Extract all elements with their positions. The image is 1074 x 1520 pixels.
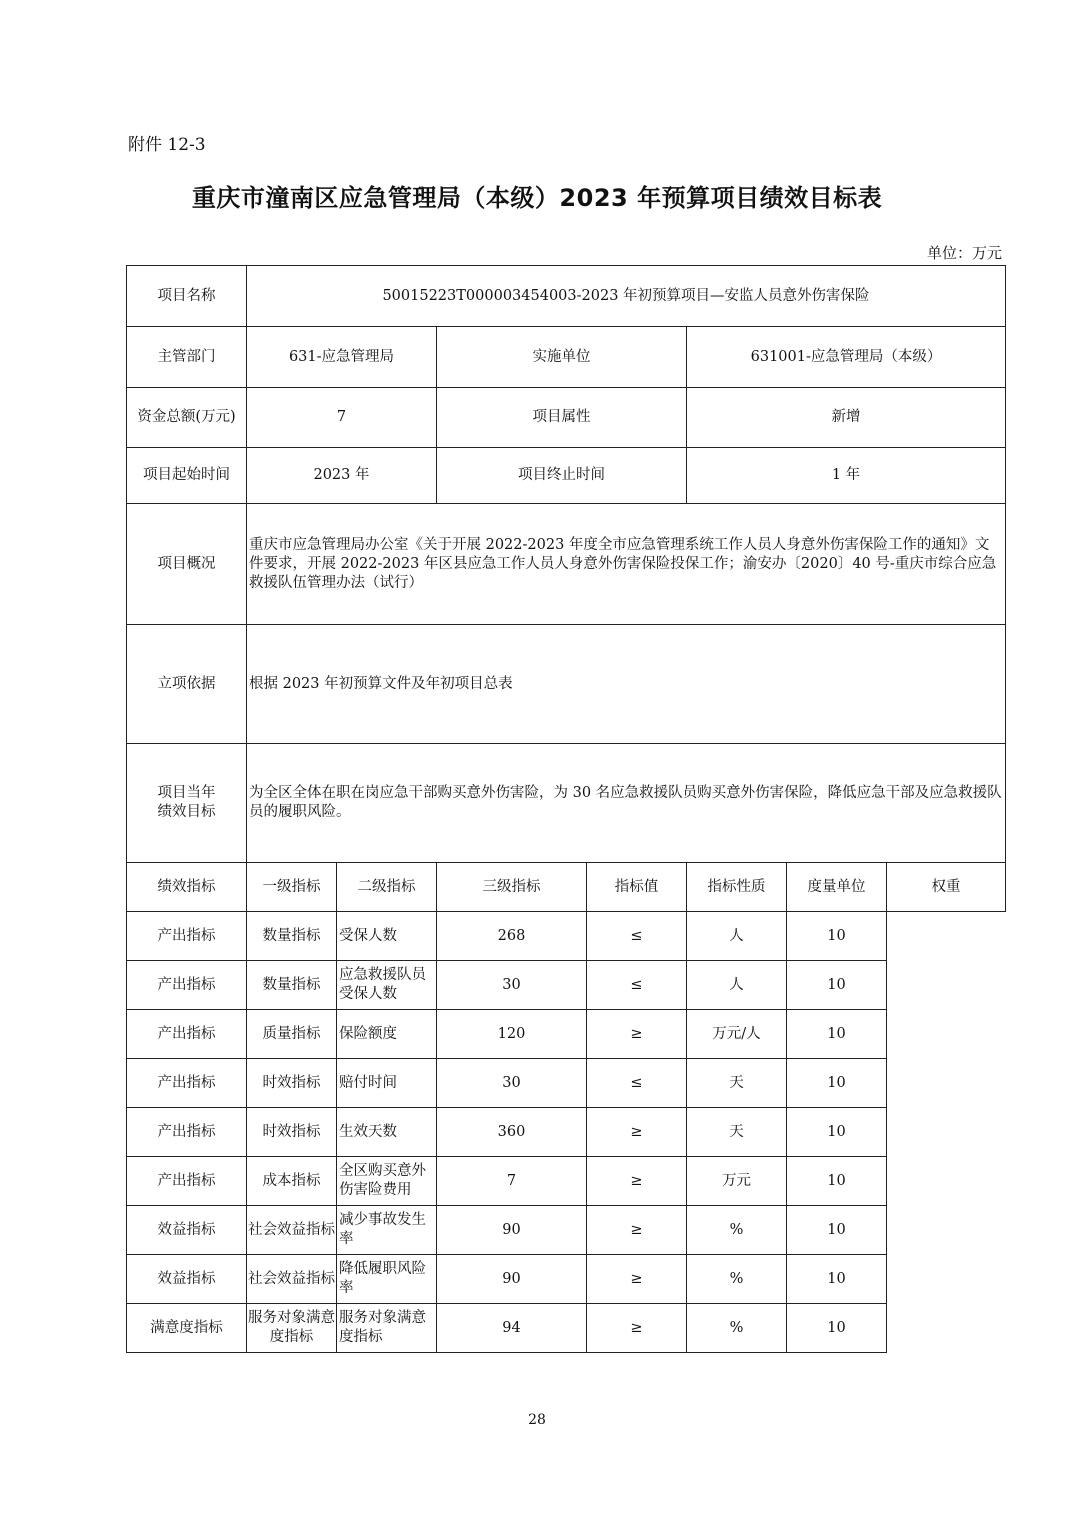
cell-level1: 产出指标 bbox=[127, 1059, 247, 1108]
project-name-label: 项目名称 bbox=[127, 266, 247, 327]
goal-label bbox=[127, 744, 247, 863]
cell-level1: 满意度指标 bbox=[127, 1304, 247, 1353]
unit-label: 单位：万元 bbox=[926, 244, 1002, 262]
cell-unit: % bbox=[687, 1304, 787, 1353]
cell-level1: 产出指标 bbox=[127, 1157, 247, 1206]
cell-value: 120 bbox=[437, 1010, 587, 1059]
header-nature: 指标性质 bbox=[687, 863, 787, 912]
cell-weight: 10 bbox=[787, 961, 887, 1010]
goal-label-line-1: 项目当年 bbox=[157, 785, 216, 801]
cell-weight: 10 bbox=[787, 1108, 887, 1157]
indicator-row bbox=[127, 1157, 1006, 1206]
cell-level3: 生效天数 bbox=[337, 1108, 437, 1157]
cell-level3: 服务对象满意度指标 bbox=[337, 1304, 437, 1353]
cell-level2: 服务对象满意度指标 bbox=[247, 1304, 337, 1353]
cell-weight: 10 bbox=[787, 912, 887, 961]
goal-label-line-2: 绩效目标 bbox=[157, 804, 216, 820]
cell-value: 30 bbox=[437, 961, 587, 1010]
cell-level1: 产出指标 bbox=[127, 912, 247, 961]
indicator-row bbox=[127, 1010, 1006, 1059]
cell-level2: 成本指标 bbox=[247, 1157, 337, 1206]
indicator-row bbox=[127, 1304, 1006, 1353]
performance-table bbox=[126, 265, 1006, 1353]
header-weight: 权重 bbox=[887, 863, 1006, 912]
cell-weight: 10 bbox=[787, 1206, 887, 1255]
cell-weight: 10 bbox=[787, 1059, 887, 1108]
cell-unit: 天 bbox=[687, 1108, 787, 1157]
goal-value: 为全区全体在职在岗应急干部购买意外伤害险，为 30 名应急救援队员购买意外伤害保险，降低应急干部及应急救援队员的履职风险。 bbox=[247, 744, 1006, 863]
dept-value: 631-应急管理局 bbox=[247, 327, 437, 388]
indicator-row bbox=[127, 1206, 1006, 1255]
cell-level3: 受保人数 bbox=[337, 912, 437, 961]
indicators-section-label: 绩效指标 bbox=[127, 863, 247, 912]
start-label: 项目起始时间 bbox=[127, 448, 247, 504]
cell-nature: ≤ bbox=[587, 961, 687, 1010]
cell-unit: 人 bbox=[687, 961, 787, 1010]
cell-nature: ≥ bbox=[587, 1157, 687, 1206]
row-project-name bbox=[127, 266, 1006, 327]
dept-label: 主管部门 bbox=[127, 327, 247, 388]
cell-value: 90 bbox=[437, 1206, 587, 1255]
cell-level2: 数量指标 bbox=[247, 961, 337, 1010]
indicator-row bbox=[127, 1255, 1006, 1304]
cell-nature: ≤ bbox=[587, 1059, 687, 1108]
basis-value: 根据 2023 年初预算文件及年初项目总表 bbox=[247, 625, 1006, 744]
cell-level3: 全区购买意外伤害险费用 bbox=[337, 1157, 437, 1206]
cell-level3: 应急救援队员受保人数 bbox=[337, 961, 437, 1010]
start-value: 2023 年 bbox=[247, 448, 437, 504]
overview-value: 重庆市应急管理局办公室《关于开展 2022-2023 年度全市应急管理系统工作人员人身意外伤害保险工作的通知》文件要求，开展 2022-2023 年区县应急工作人员人身意外伤害保险投保工作；渝安办〔2020〕40 号-重庆市综合应急救援队伍管理办法（试行） bbox=[247, 504, 1006, 625]
indicator-row bbox=[127, 1108, 1006, 1157]
overview-label: 项目概况 bbox=[127, 504, 247, 625]
impl-value: 631001-应急管理局（本级） bbox=[687, 327, 1006, 388]
cell-unit: 万元/人 bbox=[687, 1010, 787, 1059]
cell-level2: 数量指标 bbox=[247, 912, 337, 961]
cell-nature: ≥ bbox=[587, 1206, 687, 1255]
indicator-header-row bbox=[127, 863, 1006, 912]
basis-label: 立项依据 bbox=[127, 625, 247, 744]
row-period bbox=[127, 448, 1006, 504]
cell-unit: % bbox=[687, 1255, 787, 1304]
cell-unit: 万元 bbox=[687, 1157, 787, 1206]
cell-level2: 时效指标 bbox=[247, 1108, 337, 1157]
cell-level2: 质量指标 bbox=[247, 1010, 337, 1059]
header-level3: 三级指标 bbox=[437, 863, 587, 912]
cell-level2: 社会效益指标 bbox=[247, 1206, 337, 1255]
attr-value: 新增 bbox=[687, 388, 1006, 448]
page-number: 28 bbox=[528, 1412, 546, 1428]
project-name-value: 50015223T000003454003-2023 年初预算项目—安监人员意外伤害保险 bbox=[247, 266, 1006, 327]
header-level1: 一级指标 bbox=[247, 863, 337, 912]
cell-nature: ≥ bbox=[587, 1108, 687, 1157]
impl-label: 实施单位 bbox=[437, 327, 687, 388]
row-goal bbox=[127, 744, 1006, 863]
attr-label: 项目属性 bbox=[437, 388, 687, 448]
row-fund bbox=[127, 388, 1006, 448]
cell-level3: 保险额度 bbox=[337, 1010, 437, 1059]
fund-value: 7 bbox=[247, 388, 437, 448]
indicator-row bbox=[127, 1059, 1006, 1108]
cell-weight: 10 bbox=[787, 1157, 887, 1206]
cell-value: 30 bbox=[437, 1059, 587, 1108]
cell-unit: % bbox=[687, 1206, 787, 1255]
cell-nature: ≥ bbox=[587, 1255, 687, 1304]
cell-unit: 天 bbox=[687, 1059, 787, 1108]
cell-weight: 10 bbox=[787, 1010, 887, 1059]
row-basis bbox=[127, 625, 1006, 744]
cell-weight: 10 bbox=[787, 1304, 887, 1353]
cell-value: 268 bbox=[437, 912, 587, 961]
cell-nature: ≥ bbox=[587, 1304, 687, 1353]
cell-value: 94 bbox=[437, 1304, 587, 1353]
fund-label: 资金总额(万元) bbox=[127, 388, 247, 448]
indicator-row bbox=[127, 961, 1006, 1010]
header-unit: 度量单位 bbox=[787, 863, 887, 912]
cell-nature: ≤ bbox=[587, 912, 687, 961]
row-department bbox=[127, 327, 1006, 388]
cell-level1: 产出指标 bbox=[127, 1010, 247, 1059]
cell-level2: 社会效益指标 bbox=[247, 1255, 337, 1304]
cell-value: 90 bbox=[437, 1255, 587, 1304]
end-value: 1 年 bbox=[687, 448, 1006, 504]
cell-unit: 人 bbox=[687, 912, 787, 961]
cell-value: 360 bbox=[437, 1108, 587, 1157]
cell-weight: 10 bbox=[787, 1255, 887, 1304]
cell-level3: 赔付时间 bbox=[337, 1059, 437, 1108]
header-level2: 二级指标 bbox=[337, 863, 437, 912]
cell-level1: 效益指标 bbox=[127, 1255, 247, 1304]
row-overview bbox=[127, 504, 1006, 625]
cell-level2: 时效指标 bbox=[247, 1059, 337, 1108]
indicator-row bbox=[127, 912, 1006, 961]
page-title: 重庆市潼南区应急管理局（本级）2023 年预算项目绩效目标表 bbox=[191, 184, 883, 212]
end-label: 项目终止时间 bbox=[437, 448, 687, 504]
cell-level3: 减少事故发生率 bbox=[337, 1206, 437, 1255]
header-value: 指标值 bbox=[587, 863, 687, 912]
cell-level1: 产出指标 bbox=[127, 961, 247, 1010]
cell-value: 7 bbox=[437, 1157, 587, 1206]
cell-level1: 产出指标 bbox=[127, 1108, 247, 1157]
cell-nature: ≥ bbox=[587, 1010, 687, 1059]
attachment-label: 附件 12-3 bbox=[128, 135, 206, 155]
cell-level1: 效益指标 bbox=[127, 1206, 247, 1255]
cell-level3: 降低履职风险率 bbox=[337, 1255, 437, 1304]
